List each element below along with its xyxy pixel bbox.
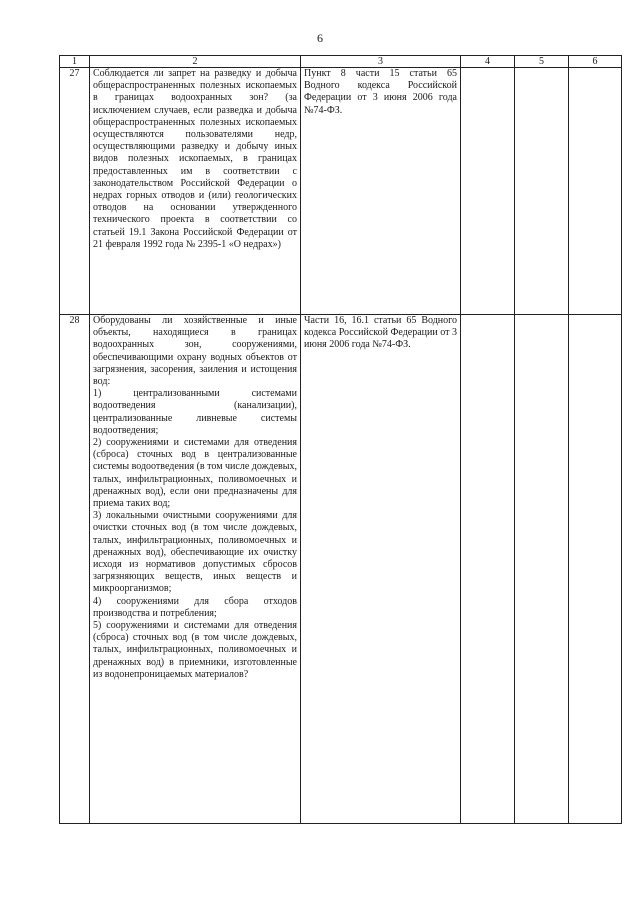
answer-cell-col5[interactable]	[515, 68, 569, 315]
header-cell: 3	[301, 56, 461, 68]
page-number: 6	[317, 31, 323, 45]
table-header-row	[60, 56, 622, 68]
header-cell: 1	[60, 56, 90, 68]
legal-reference-cell	[301, 315, 461, 824]
header-cell: 4	[461, 56, 515, 68]
question-cell	[90, 315, 301, 824]
legal-reference-cell	[301, 68, 461, 315]
answer-cell-col6[interactable]	[569, 68, 622, 315]
row-number: 28	[60, 315, 90, 824]
question-text: Оборудованы ли хозяйственные и иные объекты, находящиеся в границах водоохранных зон, сооружениями, обеспечивающими охрану водных объектов от загрязнения, засорения, заиления и истощения вод: 1) централизованными системами водоотведения (канализации), централизованные ливневые системы водоотведения; 2) сооружениями и системами для отведения (сброса) сточных вод в централизованные системы водоотведения (в том числе дождевых, талых, инфильтрационных, поливомоечных и дренажных вод), если они предназначены для приема таких вод; 3) локальными очистными сооружениями для очистки сточных вод (в том числе дождевых, талых, инфильтрационных, поливомоечных и дренажных вод), обеспечивающие их очистку исходя из нормативов допустимых сбросов загрязняющих веществ, иных веществ и микроорганизмов; 4) сооружениями для сбора отходов производства и потребления; 5) сооружениями и системами для отведения (сброса) сточных вод (в том числе дождевых, талых, инфильтрационных, поливомоечных и дренажных вод) в приемники, изготовленные из водонепроницаемых материалов?	[93, 315, 297, 680]
legal-reference-text: Пункт 8 части 15 статьи 65 Водного кодекса Российской Федерации от 3 июня 2006 года №74-ФЗ.	[304, 68, 457, 116]
header-cell: 6	[569, 56, 622, 68]
table-row	[60, 315, 622, 824]
answer-cell-col4[interactable]	[461, 68, 515, 315]
table-row	[60, 68, 622, 315]
row-number: 27	[60, 68, 90, 315]
question-text: Соблюдается ли запрет на разведку и добыча общераспространенных полезных ископаемых в границах водоохранных зон? (за исключением случаев, если разведка и добыча общераспространенных полезных ископаемых осуществляются пользователями недр, осуществляющими разведку и добычу иных видов полезных ископаемых, в границах предоставленных им в соответствии с законодательством Российской Федерации о недрах горных отводов и (или) геологических отводов на основании утвержденного технического проекта в соответствии со статьей 19.1 Закона Российской Федерации от 21 февраля 1992 года № 2395-1 «О недрах»)	[93, 68, 297, 250]
header-cell: 2	[90, 56, 301, 68]
legal-reference-text: Части 16, 16.1 статьи 65 Водного кодекса Российской Федерации от 3 июня 2006 года №74-ФЗ.	[304, 315, 457, 351]
question-cell	[90, 68, 301, 315]
answer-cell-col4[interactable]	[461, 315, 515, 824]
answer-cell-col5[interactable]	[515, 315, 569, 824]
header-cell: 5	[515, 56, 569, 68]
answer-cell-col6[interactable]	[569, 315, 622, 824]
checklist-table	[59, 55, 622, 824]
